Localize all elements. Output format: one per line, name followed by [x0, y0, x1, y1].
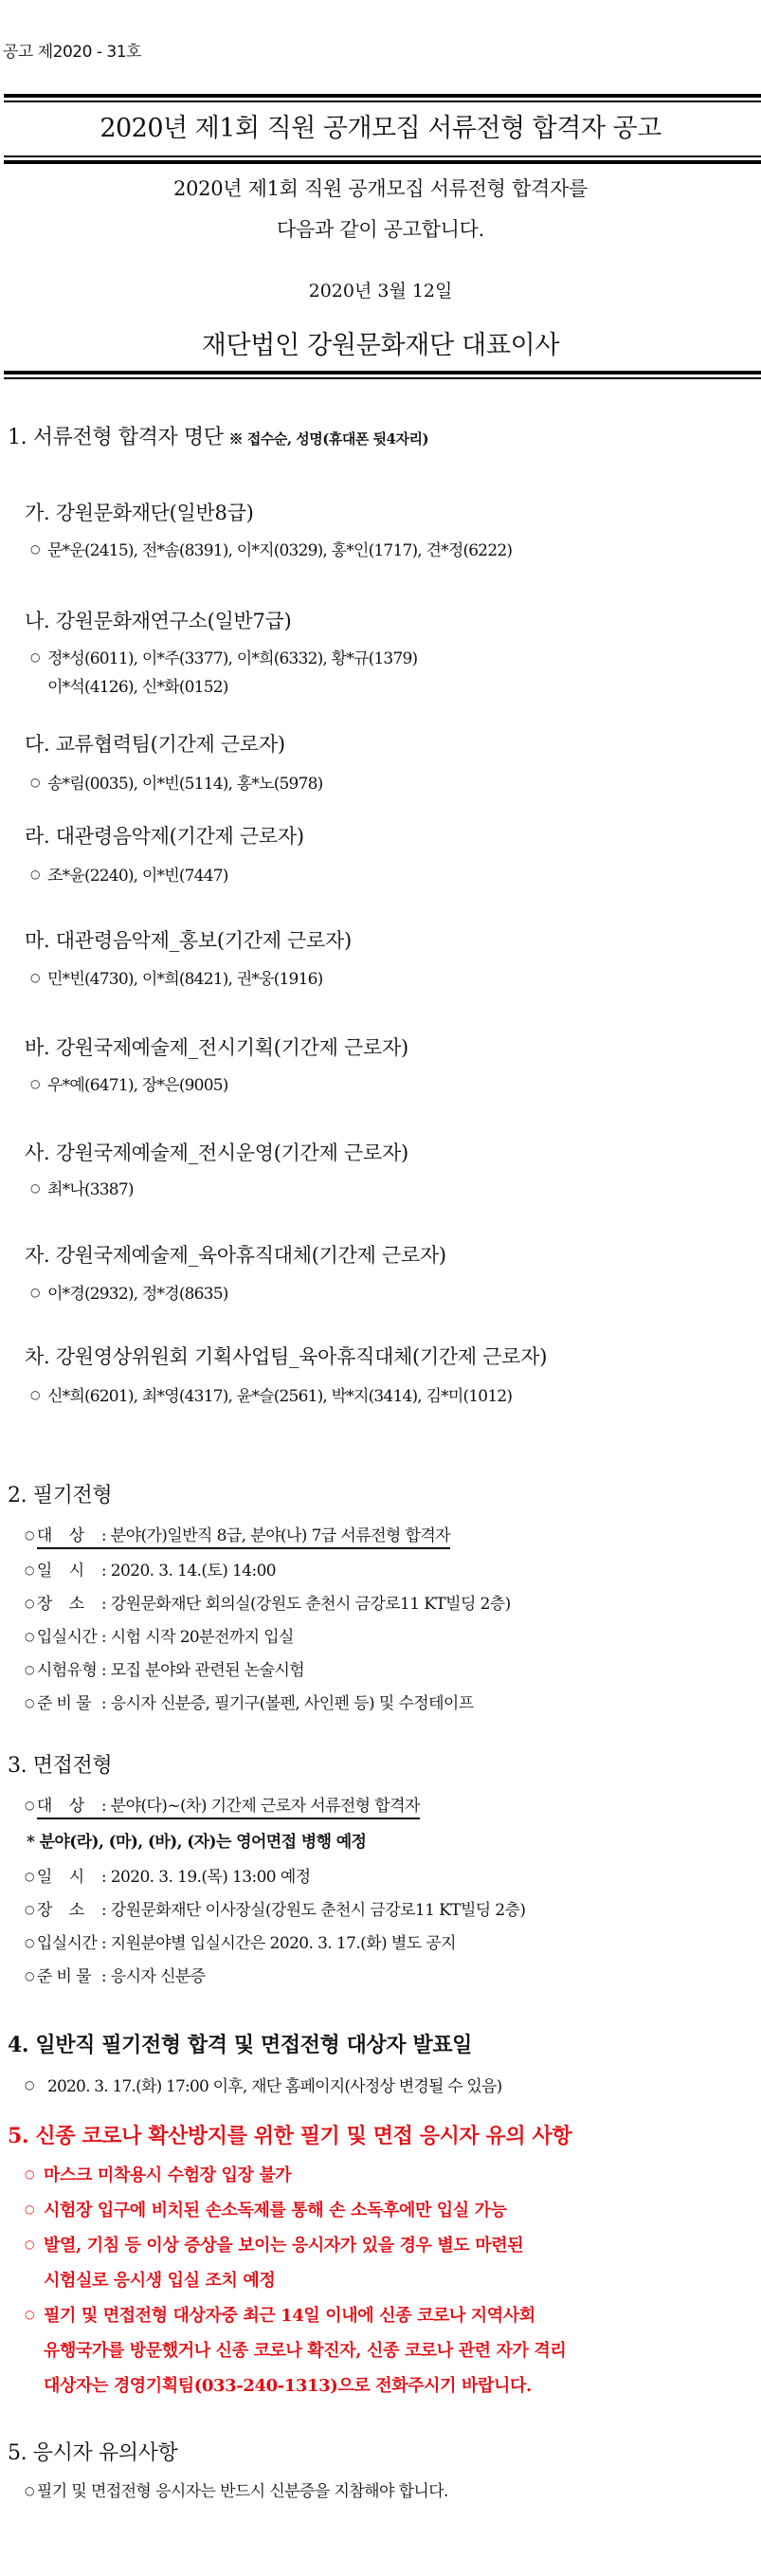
interview-location: ○ 장 소 : 강원문화재단 이사장실(강원도 춘천시 금강로11 KT빌딩 2층): [25, 1901, 526, 1920]
results-announcement: ○ 2020. 3. 17.(화) 17:00 이후, 재단 홈페이지(사정상 변경될 수 있음): [25, 2077, 502, 2096]
group-ja-list: ○ 이*경(2932), 정*경(8635): [30, 1285, 228, 1304]
circle-bullet-icon: ○: [25, 1903, 34, 1916]
notice-number: 공고 제2020 - 31호: [3, 43, 141, 62]
written-materials: ○ 준 비 물 : 응시자 신분증, 필기구(볼펜, 사인펜 등) 및 수정테이프: [25, 1694, 474, 1713]
group-da-title: 다. 교류협력팀(기간제 근로자): [25, 733, 285, 756]
covid-item-symptoms: ○ 발열, 기침 등 이상 증상을 보이는 응시자가 있을 경우 별도 마련된: [25, 2236, 524, 2256]
written-entry-time: ○ 입실시간 : 시험 시작 20분전까지 입실: [25, 1628, 294, 1647]
circle-bullet-icon: ○: [30, 776, 40, 789]
group-sa-list: ○ 최*나(3387): [30, 1180, 134, 1199]
circle-bullet-icon: ○: [25, 2078, 34, 2092]
circle-bullet-icon: ○: [30, 971, 40, 984]
interview-materials: ○ 준 비 물 : 응시자 신분증: [25, 1967, 206, 1986]
header-bottom-rule: [4, 371, 761, 379]
circle-bullet-icon: ○: [25, 2484, 34, 2497]
group-ma-title: 마. 대관령음악제_홍보(기간제 근로자): [25, 929, 352, 952]
section-2-title: 2. 필기전형: [8, 1484, 113, 1507]
circle-bullet-icon: ○: [25, 1528, 34, 1542]
page-title: 2020년 제1회 직원 공개모집 서류전형 합격자 공고: [100, 114, 661, 143]
circle-bullet-icon: ○: [25, 1597, 34, 1610]
circle-bullet-icon: ○: [30, 542, 40, 556]
written-target: [25, 1522, 450, 1545]
issuer-name: 재단법인 강원문화재단 대표이사: [201, 331, 560, 360]
circle-bullet-icon: ○: [25, 1663, 34, 1676]
group-na-list-cont: 이*석(4126), 신*화(0152): [47, 678, 228, 697]
interview-target-text: 대 상 : 분야(다)~(차) 기간제 근로자 서류전형 합격자: [37, 1797, 420, 1819]
circle-bullet-icon: ○: [25, 2167, 35, 2181]
written-datetime: ○ 일 시 : 2020. 3. 14.(토) 14:00: [25, 1562, 277, 1580]
covid-item-symptoms-cont: 시험실로 응시생 입실 조치 예정: [44, 2271, 276, 2291]
circle-bullet-icon: ○: [30, 1181, 40, 1195]
group-ba-list: ○ 우*예(6471), 장*은(9005): [30, 1076, 228, 1095]
circle-bullet-icon: ○: [25, 1936, 34, 1949]
circle-bullet-icon: ○: [25, 1563, 34, 1577]
circle-bullet-icon: ○: [30, 1388, 40, 1401]
circle-bullet-icon: ○: [30, 1077, 40, 1090]
group-da-list: ○ 송*림(0035), 이*빈(5114), 홍*노(5978): [30, 775, 323, 794]
circle-bullet-icon: ○: [30, 650, 40, 664]
group-na-list: ○ 정*성(6011), 이*주(3377), 이*희(6332), 황*규(1379): [30, 649, 418, 668]
intro-line-1: 2020년 제1회 직원 공개모집 서류전형 합격자를: [173, 177, 588, 200]
written-exam-type: ○ 시험유형 : 모집 분야와 관련된 논술시험: [25, 1661, 305, 1680]
section-3-title: 3. 면접전형: [8, 1754, 113, 1778]
group-ma-list: ○ 민*빈(4730), 이*희(8421), 권*웅(1916): [30, 970, 323, 989]
section-5-covid-title: 5. 신종 코로나 확산방지를 위한 필기 및 면접 응시자 유의 사항: [8, 2124, 572, 2148]
written-location: ○ 장 소 : 강원문화재단 회의실(강원도 춘천시 금강로11 KT빌딩 2층): [25, 1595, 511, 1614]
intro-line-2: 다음과 같이 공고합니다.: [277, 218, 484, 241]
circle-bullet-icon: ○: [25, 2238, 35, 2251]
interview-datetime: ○ 일 시 : 2020. 3. 19.(목) 13:00 예정: [25, 1868, 311, 1887]
circle-bullet-icon: ○: [25, 1696, 34, 1709]
section-1-note: ※ 접수순, 성명(휴대폰 뒷4자리): [228, 430, 429, 448]
circle-bullet-icon: ○: [25, 1870, 34, 1883]
group-ga-list: ○ 문*운(2415), 전*솜(8391), 이*지(0329), 홍*인(1717), 견*정(6222): [30, 541, 513, 560]
circle-bullet-icon: ○: [25, 2202, 35, 2216]
circle-bullet-icon: ○: [30, 1286, 40, 1299]
group-ra-list: ○ 조*윤(2240), 이*빈(7447): [30, 867, 228, 886]
group-na-title: 나. 강원문화재연구소(일반7급): [25, 610, 292, 632]
interview-target: [25, 1792, 420, 1816]
title-top-rule: [4, 94, 761, 102]
group-ba-title: 바. 강원국제예술제_전시기획(기간제 근로자): [25, 1036, 408, 1059]
group-ra-title: 라. 대관령음악제(기간제 근로자): [25, 825, 304, 848]
written-target-text: 대 상 : 분야(가)일반직 8급, 분야(나) 7급 서류전형 합격자: [37, 1526, 450, 1549]
group-sa-title: 사. 강원국제예술제_전시운영(기간제 근로자): [25, 1142, 408, 1164]
covid-item-mask: ○ 마스크 미착용시 수험장 입장 불가: [25, 2165, 292, 2185]
section-1-title: [8, 421, 428, 450]
circle-bullet-icon: ○: [25, 1799, 34, 1812]
covid-item-contact: ○ 필기 및 면접전형 대상자중 최근 14일 이내에 신종 코로나 지역사회: [25, 2306, 535, 2326]
group-cha-title: 차. 강원영상위원회 기획사업팀_육아휴직대체(기간제 근로자): [25, 1345, 548, 1368]
group-ja-title: 자. 강원국제예술제_육아휴직대체(기간제 근로자): [25, 1244, 446, 1267]
section-1-title-text: 1. 서류전형 합격자 명단: [8, 426, 224, 449]
covid-item-contact-cont-2: 대상자는 경영기획팀(033-240-1313)으로 전화주시기 바랍니다.: [44, 2376, 532, 2396]
english-interview-note: * 분야(라), (마), (바), (자)는 영어면접 병행 예정: [27, 1833, 367, 1852]
section-4-title: 4. 일반직 필기전형 합격 및 면접전형 대상자 발표일: [8, 2033, 473, 2057]
covid-item-sanitizer: ○ 시험장 입구에 비치된 손소독제를 통해 손 소독후에만 입실 가능: [25, 2201, 507, 2220]
section-5-notes-title: 5. 응시자 유의사항: [8, 2441, 178, 2465]
circle-bullet-icon: ○: [25, 1630, 34, 1643]
announcement-date: 2020년 3월 12일: [308, 281, 453, 301]
circle-bullet-icon: ○: [25, 2308, 35, 2321]
circle-bullet-icon: ○: [30, 868, 40, 881]
interview-entry-time: ○ 입실시간 : 지원분야별 입실시간은 2020. 3. 17.(화) 별도 공지: [25, 1934, 456, 1953]
title-bottom-rule: [4, 155, 761, 164]
id-required-note: ○ 필기 및 면접전형 응시자는 반드시 신분증을 지참해야 합니다.: [25, 2482, 448, 2501]
circle-bullet-icon: ○: [25, 1969, 34, 1982]
group-cha-list: ○ 신*희(6201), 최*영(4317), 윤*슬(2561), 박*지(3414), 김*미(1012): [30, 1387, 513, 1406]
group-ga-title: 가. 강원문화재단(일반8급): [25, 502, 254, 524]
covid-item-contact-cont-1: 유행국가를 방문했거나 신종 코로나 확진자, 신종 코로나 관련 자가 격리: [44, 2341, 567, 2361]
